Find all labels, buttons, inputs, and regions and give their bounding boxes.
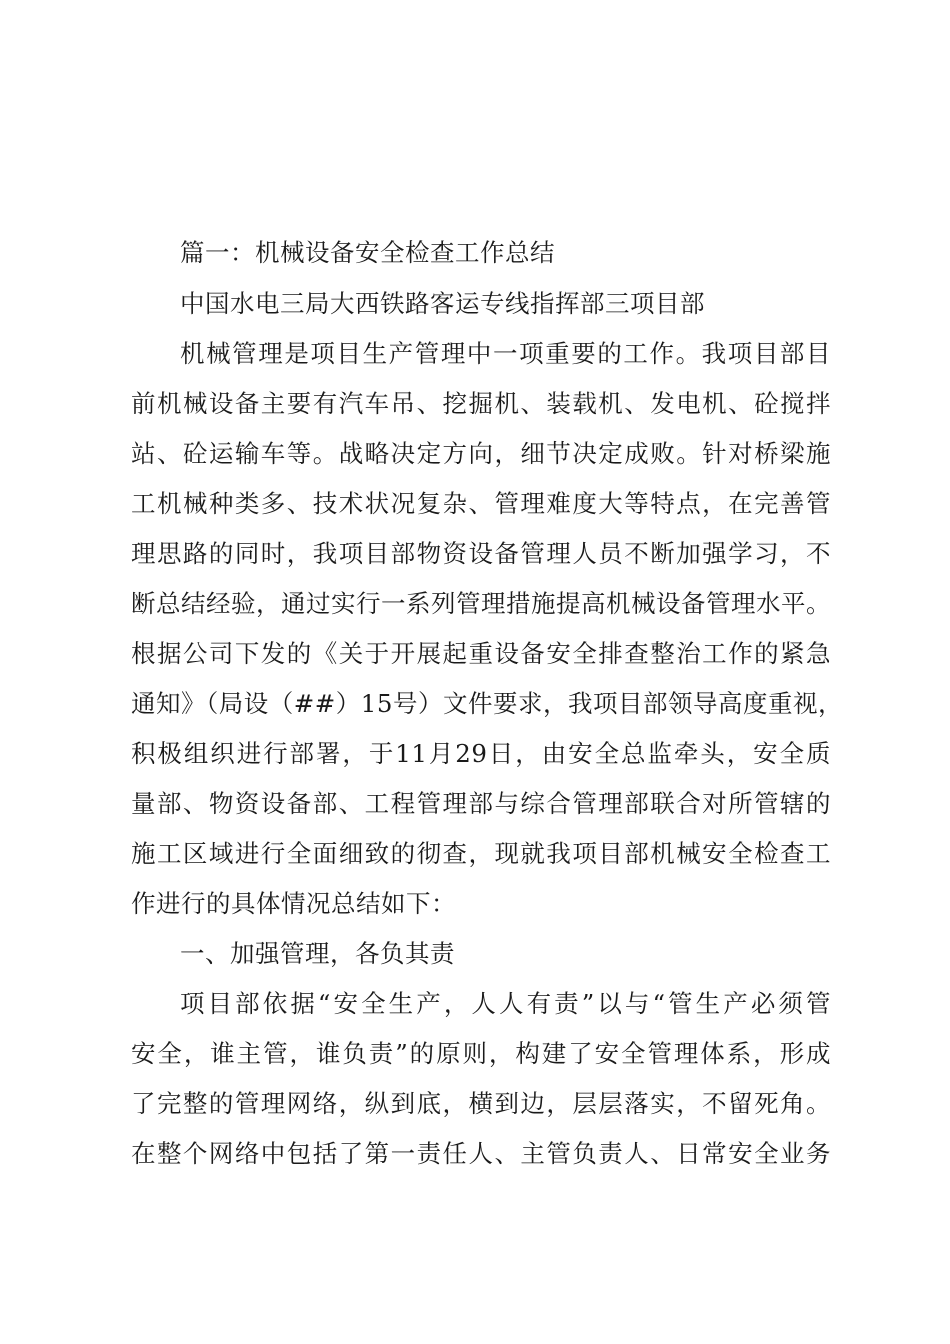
paragraph-1-line: 量部、物资设备部、工程管理部与综合管理部联合对所管辖的 (131, 789, 831, 818)
section-heading: 一、加强管理，各负其责 (180, 939, 455, 968)
paragraph-1-line: 工机械种类多、技术状况复杂、管理难度大等特点，在完善管 (131, 489, 831, 518)
paragraph-1-line: 理思路的同时，我项目部物资设备管理人员不断加强学习，不 (131, 539, 831, 568)
paragraph-1-line: 机械管理是项目生产管理中一项重要的工作。我项目部目 (180, 339, 831, 368)
paragraph-2-line: 在整个网络中包括了第一责任人、主管负责人、日常安全业务 (131, 1139, 831, 1168)
paragraph-1-line: 根据公司下发的《关于开展起重设备安全排查整治工作的紧急 (131, 639, 831, 668)
paragraph-2-line: 安全，谁主管，谁负责”的原则，构建了安全管理体系，形成 (131, 1039, 831, 1068)
paragraph-1-line: 施工区域进行全面细致的彻查，现就我项目部机械安全检查工 (131, 839, 831, 868)
paragraph-2-line: 了完整的管理网络，纵到底，横到边，层层落实，不留死角。 (131, 1089, 831, 1118)
paragraph-2-line: 项目部依据“安全生产，人人有责”以与“管生产必须管 (180, 989, 831, 1018)
paragraph-1-line: 积极组织进行部署，于11月29日，由安全总监牵头，安全质 (131, 739, 831, 768)
document-title: 篇一：机械设备安全检查工作总结 (180, 238, 555, 267)
paragraph-1-line: 前机械设备主要有汽车吊、挖掘机、装载机、发电机、砼搅拌 (131, 389, 831, 418)
paragraph-1-line: 断总结经验，通过实行一系列管理措施提高机械设备管理水平。 (131, 589, 831, 618)
organization-line: 中国水电三局大西铁路客运专线指挥部三项目部 (180, 289, 705, 318)
paragraph-1-line: 通知》（局设（##）15号）文件要求，我项目部领导高度重视， (131, 689, 843, 718)
paragraph-1-line: 站、砼运输车等。战略决定方向，细节决定成败。针对桥梁施 (131, 439, 831, 468)
paragraph-1-line: 作进行的具体情况总结如下： (131, 889, 456, 918)
